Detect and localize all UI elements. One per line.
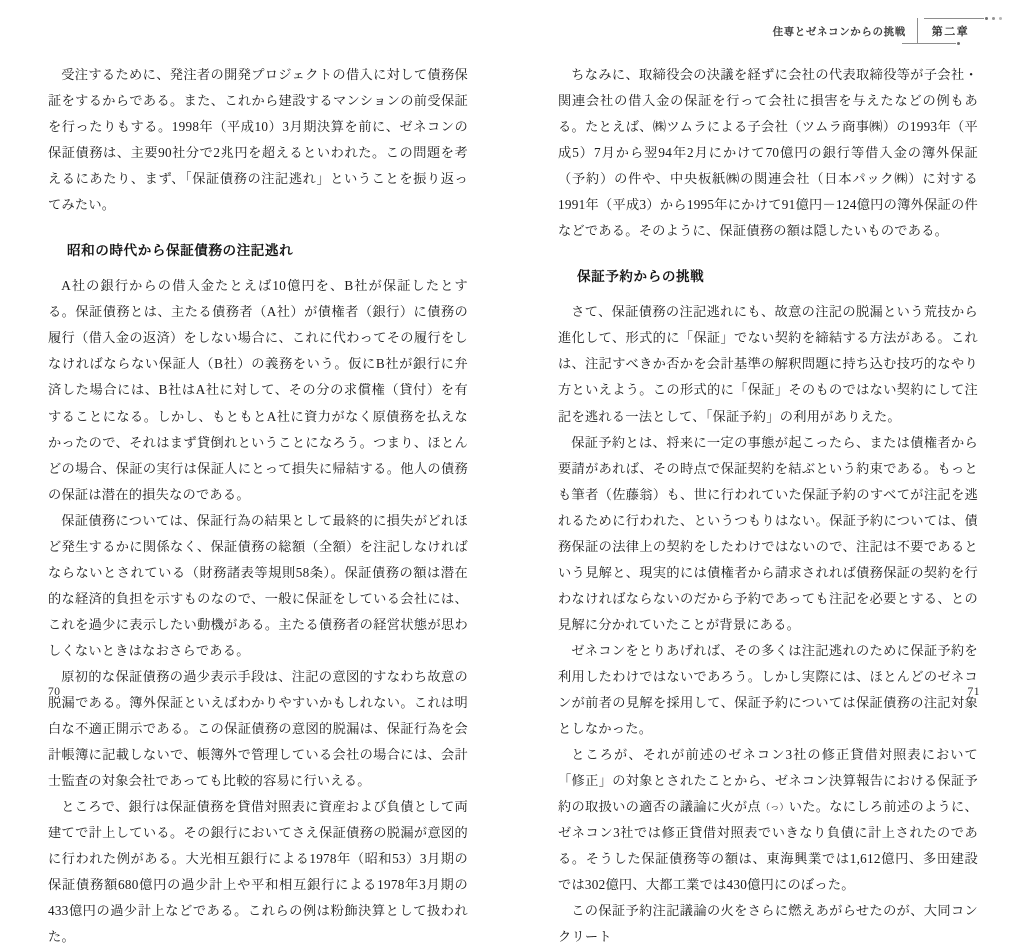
decorative-dot-icon bbox=[999, 17, 1002, 20]
paragraph: 保証予約とは、将来に一定の事態が起こったら、または債権者から要請があれば、その時点で保証契約を結ぶという約束である。もっとも筆者（佐藤翁）も、世に行われていた保証予約のすべてが注記を逃れるために行われた、というつもりはない。保証予約については、債務保証の法律上の契約をしたわけではないので、注記は不要であるという見解と、現実的には債権者から請求されれば債務保証の契約を行わなければならないのだから予約であっても注記を必要とする、との見解に分かれていたことが背景にある。 bbox=[558, 434, 978, 632]
paragraph-ruby-after: いた。なにしろ前述のように、ゼネコン3社では修正貸借対照表でいきなり負債に計上されたのである。そうした保証債務等の額は、東海興業では1,612億円、多田建設では302億円、大都工業では430億円にのぼった。 bbox=[558, 799, 978, 893]
paragraph: ところで、銀行は保証債務を貸借対照表に資産および負債として両建てで計上している。その銀行においてさえ保証債務の脱漏が意図的に行われた例がある。大光相互銀行による1978年（昭和53）3月期の保証債務額680億円の過少計上や平和相互銀行による1978年3月期の433億円の過少計上などである。これらの例は粉飾決算として扱われた。 bbox=[48, 799, 468, 945]
right-text-block bbox=[558, 62, 978, 951]
paragraph: 原初的な保証債務の過少表示手段は、注記の意図的すなわち故意の脱漏である。簿外保証といえばわかりやすいかもしれない。これは明白な不適正開示である。この保証債務の意図的脱漏は、保証行為を会計帳簿に記載しないで、帳簿外で管理している会社の場合には、会計士監査の対象会社であっても比較的容易に行いえる。 bbox=[48, 668, 468, 789]
running-head-title: 住専とゼネコンからの挑戦 bbox=[772, 25, 906, 38]
decorative-dot-icon bbox=[985, 17, 988, 20]
paragraph: A社の銀行からの借入金たとえば10億円を、B社が保証したとする。保証債務とは、主たる債務者（A社）が債権者（銀行）に債務の履行（借入金の返済）をしない場合に、これに代わってその履行をしなければならない保証人（B社）の義務をいう。仮にB社が銀行に弁済した場合には、B社はA社に対して、その分の求償権（貸付）を有することになる。しかし、もともとA社に資力がなく原債務を払えなかったので、それはまず貸倒れということになろう。つまり、ほとんどの場合、保証の実行は保証人にとって損失に帰結する。他人の債務の保証は潜在的損失なのである。 bbox=[48, 278, 468, 502]
paragraph: 保証債務については、保証行為の結果として最終的に損失がどれほど発生するかに関係なく、保証債務の総額（全額）を注記しなければならないとされている（財務諸表等規則58条）。保証債務の額は潜在的な経済的負担を示すものなので、一般に保証をしている会社には、これを過少に表示したい動機がある。主たる債務者の経営状態が思わしくないときはなおさらである。 bbox=[48, 512, 468, 658]
running-head bbox=[773, 18, 982, 44]
paragraph-ruby-before: ところが、それが前述のゼネコン3社の修正貸借対照表において「修正」の対象とされたことから、ゼネコン決算報告における保証予約の取扱いの適否の議論に火が点 bbox=[558, 747, 978, 815]
section-heading: 昭和の時代から保証債務の注記逃れ bbox=[67, 243, 294, 260]
chapter-label-box bbox=[918, 18, 982, 44]
page-right bbox=[512, 0, 1024, 945]
paragraph: この保証予約注記議論の火をさらに燃えあがらせたのが、大同コンクリート bbox=[558, 903, 978, 945]
paragraph-with-ruby bbox=[558, 742, 978, 898]
chapter-label: 第二章 bbox=[931, 25, 969, 38]
section-heading: 保証予約からの挑戦 bbox=[577, 269, 705, 286]
paragraph: さて、保証債務の注記逃れにも、故意の注記の脱漏という荒技から進化して、形式的に「保証」でない契約を締結する方法がある。これは、注記すべきか否かを会計基準の解釈問題に持ち込む技巧的なやり方といえよう。この形式的に「保証」そのものではない契約にして注記を逃れる一法として、「保証予約」の利用がありえた。 bbox=[558, 304, 978, 424]
decorative-dot-icon bbox=[992, 17, 995, 20]
page-left bbox=[0, 0, 512, 945]
paragraph: ちなみに、取締役会の決議を経ずに会社の代表取締役等が子会社・関連会社の借入金の保証を行って会社に損害を与えたなどの例もある。たとえば、㈱ツムラによる子会社（ツムラ商事㈱）の1993年（平成5）7月から翌94年2月にかけて70億円の銀行等借入金の簿外保証（予約）の件や、中央板紙㈱の関連会社（日本パック㈱）に対する1991年（平成3）から1995年にかけて91億円－124億円の簿外保証の件などである。そのように、保証債務の額は隠したいものである。 bbox=[558, 67, 978, 239]
decorative-dot-icon bbox=[957, 42, 960, 45]
paragraph-ruby-gloss: （っ） bbox=[760, 802, 789, 813]
paragraph: 受注するために、発注者の開発プロジェクトの借入に対して債務保証をするからである。また、これから建設するマンションの前受保証を行ったりもする。1998年（平成10）3月期決算を前に、ゼネコンの保証債務は、主要90社分で2兆円を超えるといわれた。この問題を考えるにあたり、まず、「保証債務の注記逃れ」ということを振り返ってみたい。 bbox=[48, 67, 468, 213]
decorative-rule-top bbox=[924, 18, 984, 19]
paragraph: ゼネコンをとりあげれば、その多くは注記逃れのために保証予約を利用したわけではないであろう。しかし実際には、ほとんどのゼネコンが前者の見解を採用して、保証予約については保証債務の注記対象としなかった。 bbox=[558, 642, 978, 737]
page-number-right: 71 bbox=[967, 686, 980, 698]
left-text-block bbox=[48, 62, 468, 951]
decorative-rule-bottom bbox=[902, 43, 956, 44]
page-number-left: 70 bbox=[48, 686, 61, 698]
